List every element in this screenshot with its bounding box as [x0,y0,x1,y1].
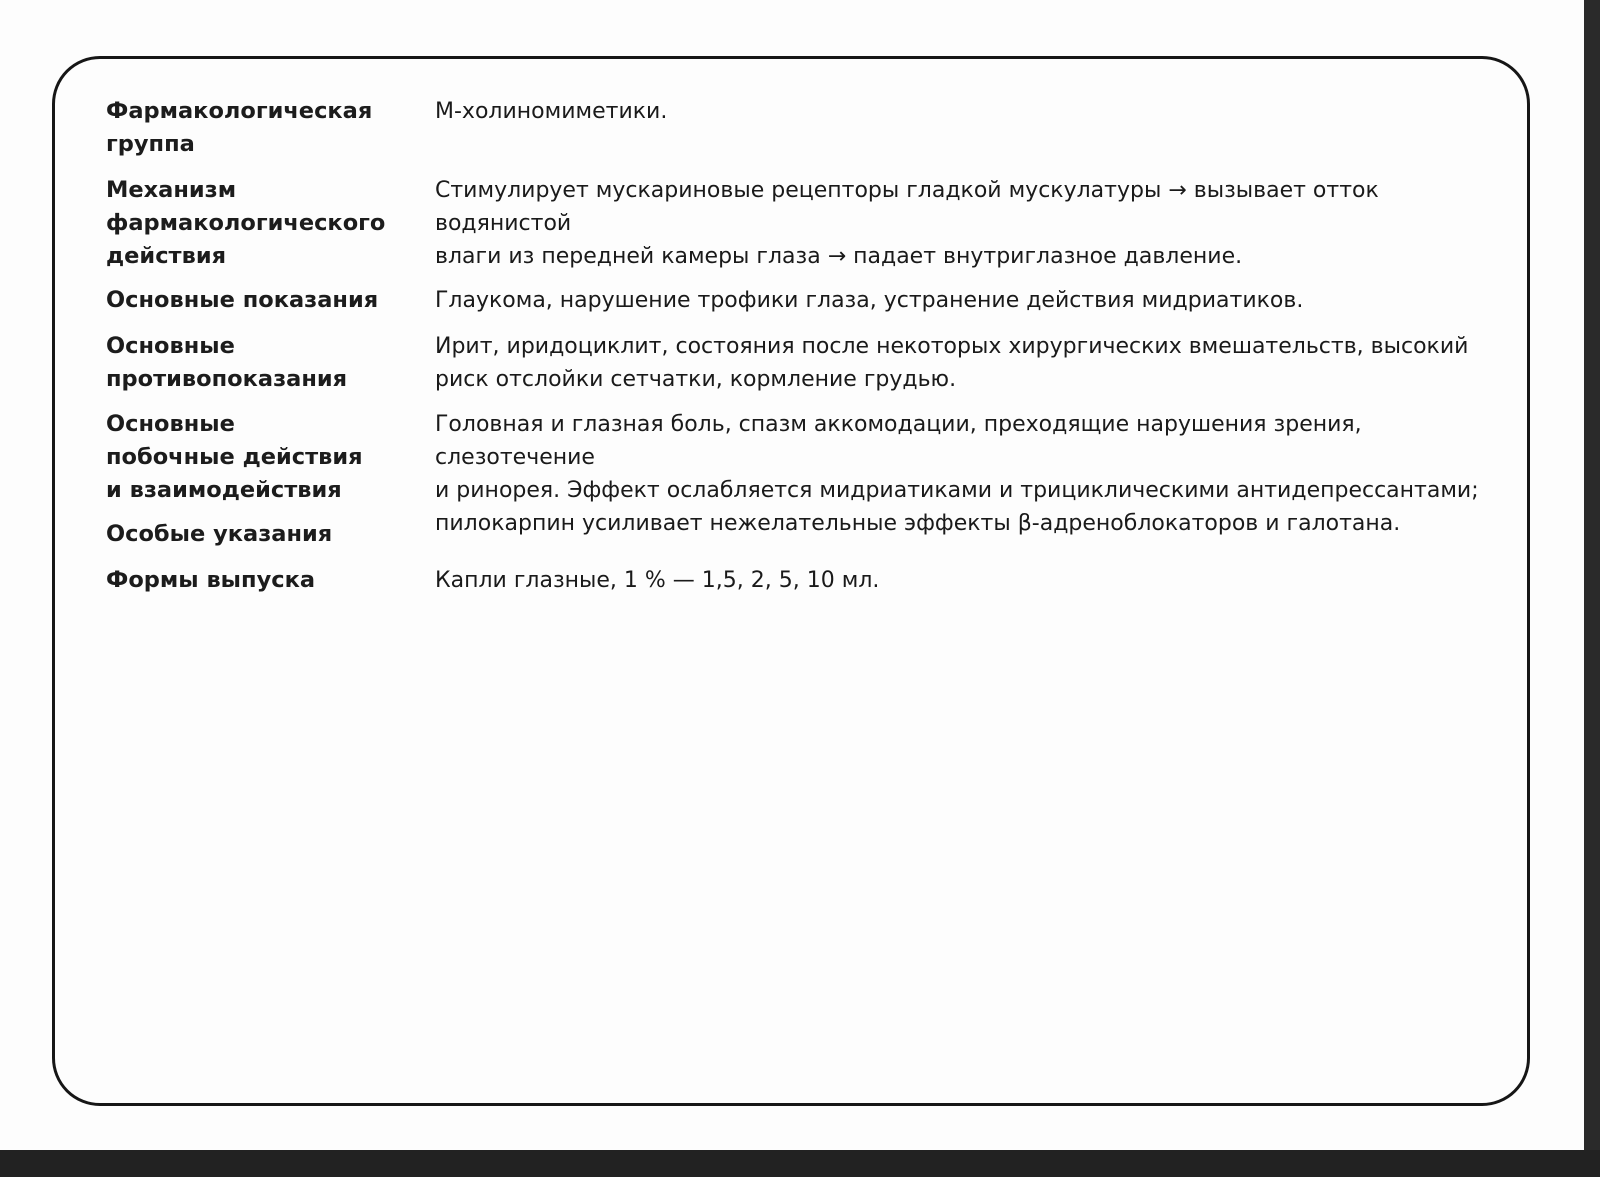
row-value: Глаукома, нарушение трофики глаза, устранение действия мидриатиков. [435,288,1304,313]
row-label: Основные противопоказания [106,333,348,392]
background-edge-bottom [0,1150,1600,1177]
background-edge-right [1584,0,1600,1177]
row-value: Головная и глазная боль, спазм аккомодации, преходящие нарушения зрения, слезотечение и ринорея. Эффект ослабляется мидриатиками и трициклическими антидепрессантами; пилокарпин усиливает нежелательные эффекты β-адреноблокаторов и галотана. [435,412,1479,536]
row-label: Особые указания [106,521,333,547]
row-label: Основные побочные действия и взаимодействия [106,411,363,503]
row-value: М-холиномиметики. [435,99,668,124]
row-value: Ирит, иридоциклит, состояния после некоторых хирургических вмешательств, высокий риск отслойки сетчатки, кормление грудью. [435,334,1469,392]
row-value: Стимулирует мускариновые рецепторы гладкой мускулатуры → вызывает отток водянистой влаги из передней камеры глаза → падает внутриглазное давление. [435,178,1379,269]
row-label: Формы выпуска [106,567,316,593]
row-label: Основные показания [106,287,379,313]
row-value: Капли глазные, 1 % — 1,5, 2, 5, 10 мл. [435,568,880,593]
row-label: Механизм фармакологического действия [106,177,386,269]
row-label: Фармакологическая группа [106,98,373,157]
